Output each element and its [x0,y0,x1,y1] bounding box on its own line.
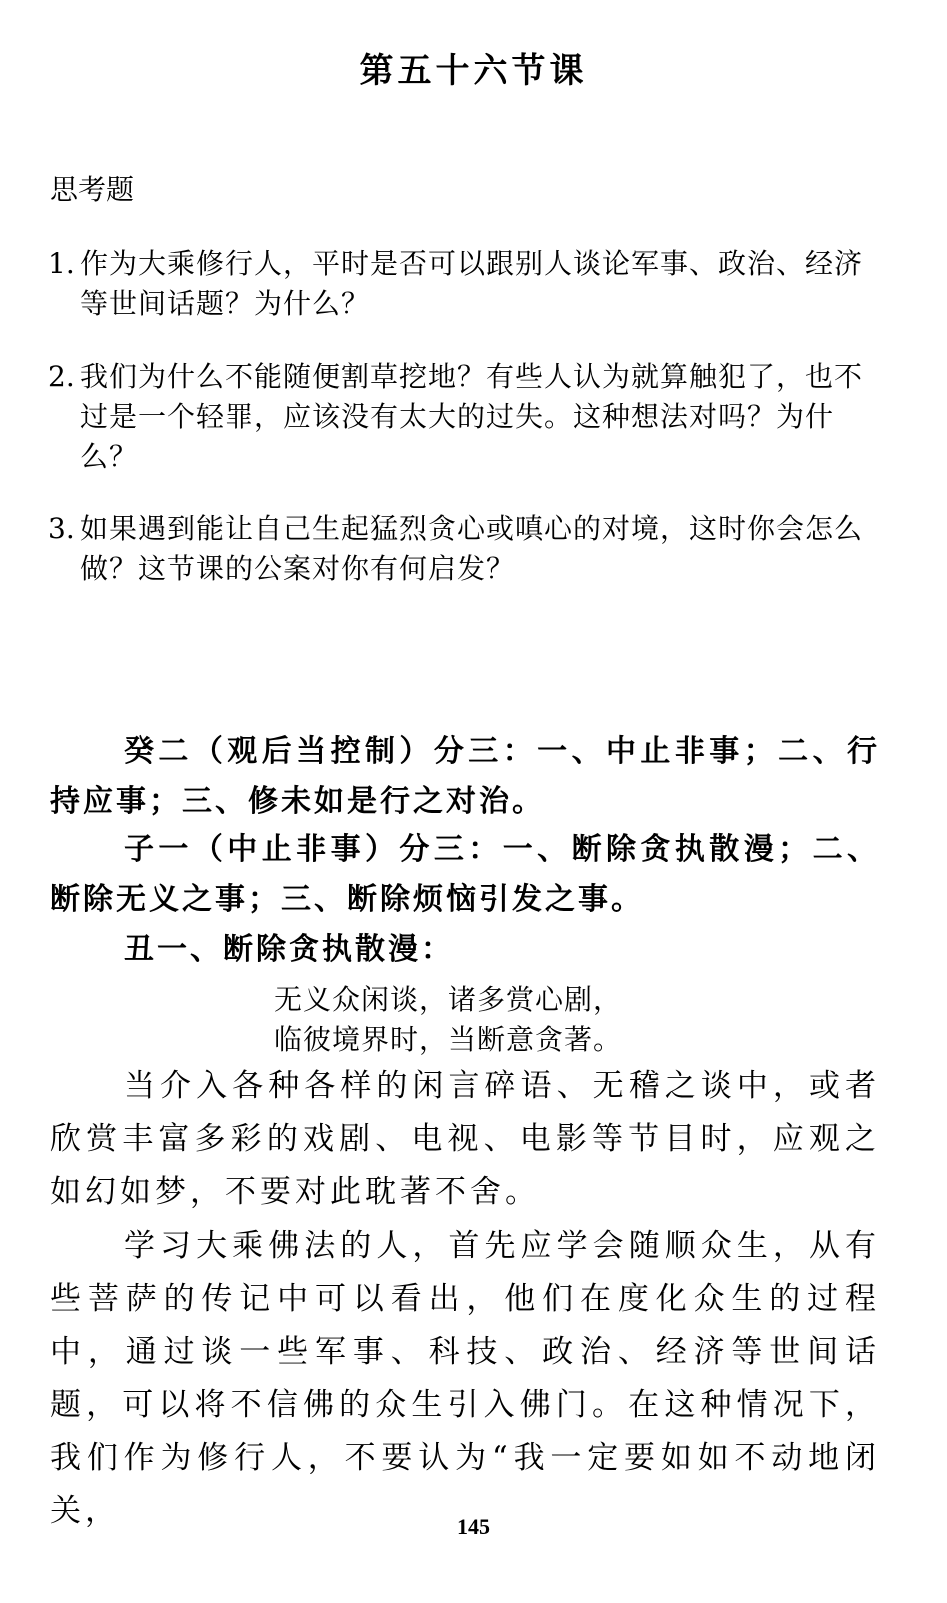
question-item-1 [48,244,888,324]
page-number: 145 [457,1514,490,1539]
question-item-3 [48,509,888,589]
questions-heading: 思考题 [50,173,135,206]
outline-text: 癸二（观后当控制）分三：一、中止非事；二、行持应事；三、修未如是行之对治。 [50,734,880,819]
body-paragraph-1 [50,1060,880,1219]
verse-line-2: 临彼境界时，当断意贪著。 [274,1023,623,1056]
outline-heading-chou1 [50,925,880,975]
paragraph-text: 学习大乘佛法的人，首先应学会随顺众生，从有些菩萨的传记中可以看出，他们在度化众生的过程中，通过谈一些军事、科技、政治、经济等世间话题，可以将不信佛的众生引入佛门。在这种情况下，我们作为修行人，不要认为“我一定要如如不动地闭关， [50,1228,880,1529]
question-number: 3. [48,512,75,545]
outline-heading-gui2 [50,727,880,827]
question-text: 如果遇到能让自己生起猛烈贪心或嗔心的对境，这时你会怎么做？这节课的公案对你有何启发？ [80,512,864,585]
question-number: 1. [48,247,75,280]
lesson-title: 第五十六节课 [359,51,588,91]
outline-heading-zi1 [50,825,880,925]
question-text: 我们为什么不能随便割草挖地？有些人认为就算触犯了，也不过是一个轻罪，应该没有太大的过失。这种想法对吗？为什么？ [80,360,864,473]
verse-line-1: 无义众闲谈，诸多赏心剧， [274,983,623,1016]
question-text: 作为大乘修行人，平时是否可以跟别人谈论军事、政治、经济等世间话题？为什么？ [80,247,864,320]
paragraph-text: 当介入各种各样的闲言碎语、无稽之谈中，或者欣赏丰富多彩的戏剧、电视、电影等节目时，应观之如幻如梦，不要对此耽著不舍。 [50,1068,880,1210]
body-paragraph-2 [50,1220,880,1538]
question-item-2 [48,357,888,477]
outline-text: 子一（中止非事）分三：一、断除贪执散漫；二、断除无义之事；三、断除烦恼引发之事。 [50,832,880,917]
outline-text: 丑一、断除贪执散漫： [124,932,454,967]
question-number: 2. [48,360,75,393]
